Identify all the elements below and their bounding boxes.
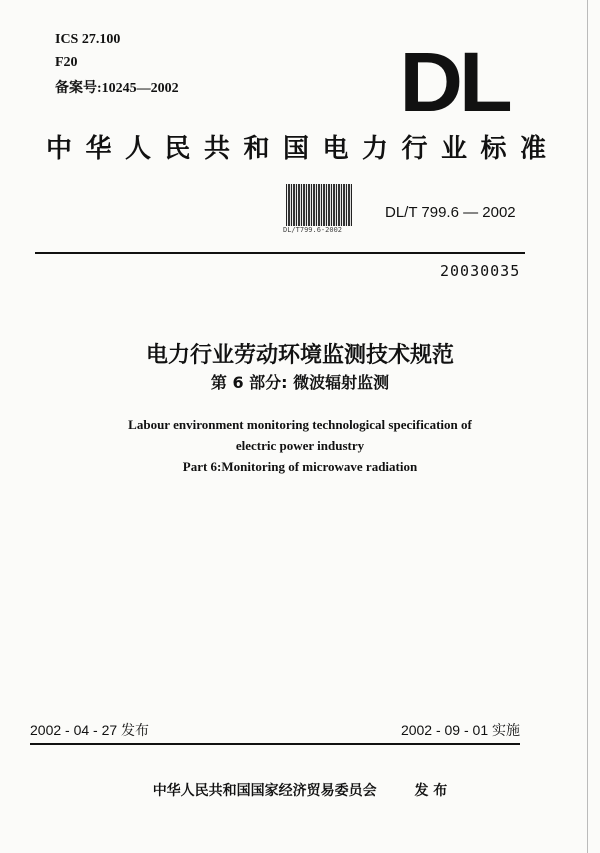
dl-logo: DL (399, 35, 509, 129)
footer-divider (30, 743, 520, 745)
effective-date: 2002 - 09 - 01 实施 (400, 722, 520, 738)
document-title: 电力行业劳动环境监测技术规范 (145, 343, 454, 368)
filing-number: 备案号:10245—2002 (55, 81, 179, 96)
ics-number: ICS 27.100 (55, 32, 121, 47)
header-divider (35, 252, 525, 254)
barcode-text: DL/T799.6-2002 (283, 226, 343, 234)
document-subtitle: 第 6 部分: 微波辐射监测 (210, 373, 390, 392)
publisher-action: 发 布 (414, 783, 448, 799)
issue-date: 2002 - 04 - 27 发布 (30, 722, 150, 738)
english-title-line-2: electric power industry (235, 438, 365, 453)
english-title-line-1: Labour environment monitoring technological specification of (128, 417, 472, 432)
page-edge (587, 0, 588, 853)
barcode-icon (286, 184, 352, 226)
classification-code: F20 (55, 55, 78, 70)
publisher-name: 中华人民共和国国家经济贸易委员会 (152, 783, 377, 799)
standard-code: DL/T 799.6 — 2002 (385, 204, 516, 221)
publisher (0, 780, 600, 800)
national-standard-title: 中华人民共和国电力行业标准 (46, 134, 560, 164)
english-title-line-3: Part 6:Monitoring of microwave radiation (182, 459, 418, 474)
serial-stamp: 20030035 (440, 262, 521, 280)
